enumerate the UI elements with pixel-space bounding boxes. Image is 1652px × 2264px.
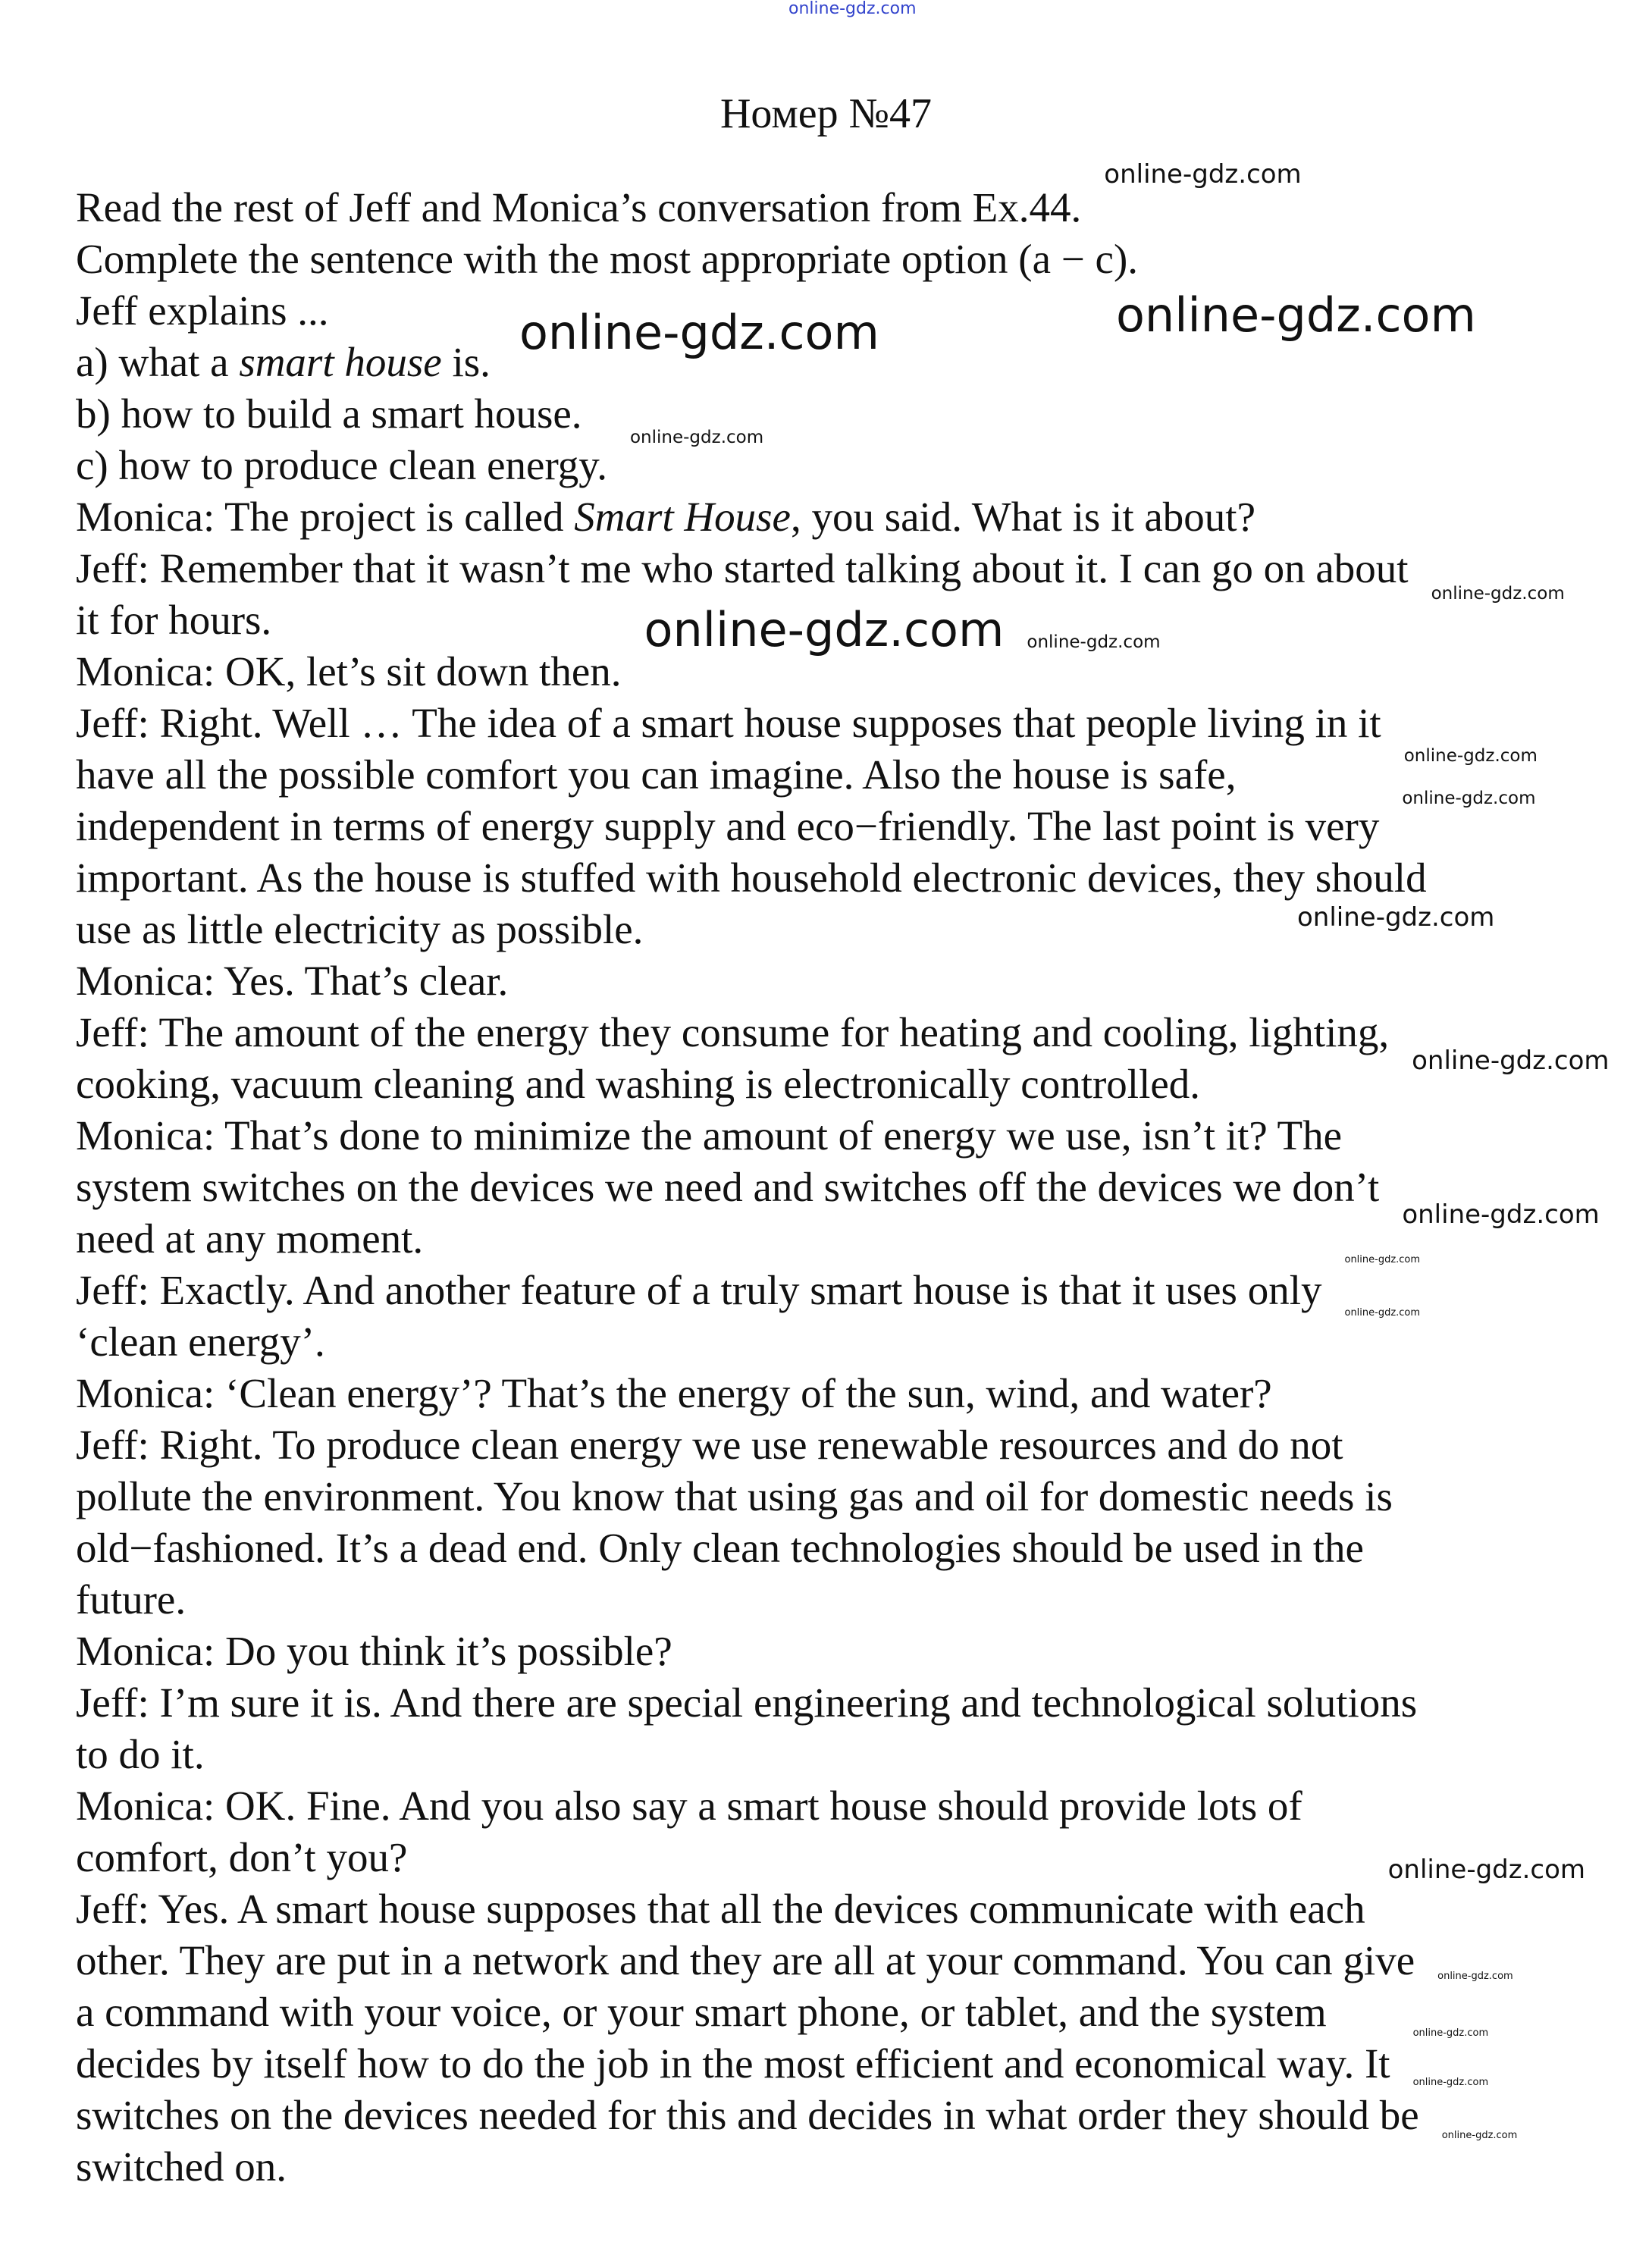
watermark: online-gdz.com <box>1104 159 1302 190</box>
text-span: , you said. What is it about? <box>790 494 1255 540</box>
watermark: online-gdz.com <box>1441 2130 1518 2141</box>
text-line: Complete the sentence with the most appropriate option (a − c). <box>76 236 1139 282</box>
text-line: use as little electricity as possible. <box>76 906 644 952</box>
text-line: comfort, don’t you? <box>76 1834 408 1880</box>
text-line: pollute the environment. You know that using gas and oil for domestic needs is <box>76 1473 1393 1519</box>
text-line: Jeff: Remember that it wasn’t me who started talking about it. I can go on about <box>76 545 1409 591</box>
text-line: independent in terms of energy supply and eco−friendly. The last point is very <box>76 803 1380 849</box>
text-line: switches on the devices needed for this and decides in what order they should be <box>76 2092 1419 2138</box>
text-line: Monica: Do you think it’s possible? <box>76 1628 672 1674</box>
watermark-top: online-gdz.com <box>788 0 917 18</box>
text-line: Monica: OK, let’s sit down then. <box>76 648 622 695</box>
text-line <box>76 491 1255 543</box>
text-line: old−fashioned. It’s a dead end. Only clean technologies should be used in the <box>76 1525 1364 1571</box>
text-line: decides by itself how to do the job in the most efficient and economical way. It <box>76 2040 1390 2087</box>
text-span: a) what a <box>76 339 240 385</box>
watermark: online-gdz.com <box>519 305 879 360</box>
watermark: online-gdz.com <box>1344 1254 1421 1265</box>
watermark: online-gdz.com <box>1344 1307 1421 1319</box>
text-line: Monica: OK. Fine. And you also say a smart house should provide lots of <box>76 1783 1302 1829</box>
watermark: online-gdz.com <box>1116 287 1476 343</box>
watermark: online-gdz.com <box>629 428 764 447</box>
text-line: Jeff: Right. Well … The idea of a smart house supposes that people living in it <box>76 700 1381 746</box>
text-line: Jeff: Right. To produce clean energy we use renewable resources and do not <box>76 1422 1343 1468</box>
watermark: online-gdz.com <box>1402 1199 1600 1230</box>
text-line: Read the rest of Jeff and Monica’s conversation from Ex.44. <box>76 184 1082 230</box>
text-line: Jeff: Exactly. And another feature of a truly smart house is that it uses only <box>76 1267 1322 1313</box>
text-span: Monica: The project is called <box>76 494 575 540</box>
text-line: ‘clean energy’. <box>76 1319 325 1365</box>
watermark: online-gdz.com <box>1387 1855 1586 1885</box>
text-line: it for hours. <box>76 597 272 643</box>
watermark: online-gdz.com <box>644 602 1005 657</box>
text-line: Monica: ‘Clean energy’? That’s the energy of the sun, wind, and water? <box>76 1370 1272 1416</box>
text-line: to do it. <box>76 1731 205 1777</box>
text-line: cooking, vacuum cleaning and washing is electronically controlled. <box>76 1061 1201 1107</box>
italic-term: smart house <box>239 339 442 385</box>
watermark: online-gdz.com <box>1403 746 1538 766</box>
text-line: Jeff explains ... <box>76 287 329 334</box>
text-line: Jeff: The amount of the energy they consume for heating and cooling, lighting, <box>76 1009 1390 1055</box>
text-line: b) how to build a smart house. <box>76 390 582 437</box>
watermark: online-gdz.com <box>1297 902 1495 933</box>
watermark: online-gdz.com <box>1412 2027 1489 2039</box>
text-line: switched on. <box>76 2143 287 2190</box>
text-line: have all the possible comfort you can imagine. Also the house is safe, <box>76 751 1237 798</box>
text-line: a command with your voice, or your smart phone, or tablet, and the system <box>76 1989 1327 2035</box>
italic-term: Smart House <box>574 494 791 540</box>
watermark: online-gdz.com <box>1402 789 1536 808</box>
text-line: important. As the house is stuffed with household electronic devices, they should <box>76 854 1427 901</box>
text-line: c) how to produce clean energy. <box>76 442 607 488</box>
text-line <box>76 337 491 388</box>
text-line: system switches on the devices we need and switches off the devices we don’t <box>76 1164 1380 1210</box>
page-title: Номер №47 <box>719 90 933 137</box>
text-line: Monica: That’s done to minimize the amount of energy we use, isn’t it? The <box>76 1112 1343 1159</box>
text-line: future. <box>76 1576 187 1623</box>
text-line: Jeff: I’m sure it is. And there are special engineering and technological solutions <box>76 1679 1418 1726</box>
watermark: online-gdz.com <box>1412 1046 1610 1076</box>
watermark: online-gdz.com <box>1412 2077 1489 2088</box>
text-line: need at any moment. <box>76 1215 424 1262</box>
text-span: is. <box>441 339 491 385</box>
text-line: Monica: Yes. That’s clear. <box>76 958 509 1004</box>
watermark: online-gdz.com <box>1431 584 1565 604</box>
watermark: online-gdz.com <box>1437 1971 1513 1982</box>
text-line: other. They are put in a network and they are all at your command. You can give <box>76 1937 1415 1983</box>
text-line: Jeff: Yes. A smart house supposes that all the devices communicate with each <box>76 1886 1365 1932</box>
watermark: online-gdz.com <box>1027 632 1161 652</box>
